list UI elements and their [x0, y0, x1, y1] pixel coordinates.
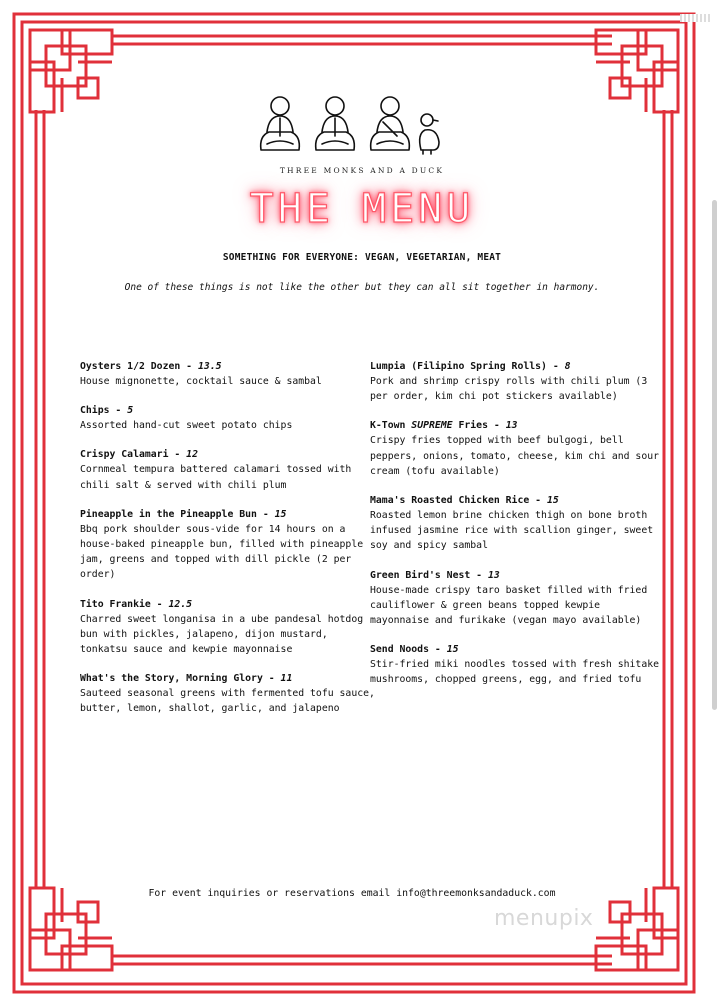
menu-item [370, 642, 660, 687]
scrollbar[interactable] [712, 200, 717, 710]
menu-item [370, 359, 660, 404]
item-price: 15 [446, 644, 459, 656]
item-description: Stir-fried miki noodles tossed with fresh shitake mushrooms, chopped greens, egg, and fried tofu [370, 659, 660, 686]
item-description: Cornmeal tempura battered calamari tossed with chili salt & served with chili plum [80, 464, 352, 491]
menu-title: THE MENU [249, 186, 475, 232]
menu-item [370, 493, 660, 554]
menu-subtitle: SOMETHING FOR EVERYONE: VEGAN, VEGETARIAN, MEAT [222, 252, 502, 263]
corner-lattice-bottom-right [596, 888, 678, 970]
item-name: Green Bird's Nest - 13 [370, 569, 500, 581]
corner-lattice-top-right [596, 30, 678, 112]
item-description: Roasted lemon brine chicken thigh on bone broth infused jasmine rice with scallion ginger, sweet soy and spicy sambal [370, 510, 654, 552]
item-name: Send Noods - 15 [370, 644, 459, 656]
item-description: House mignonette, cocktail sauce & sambal [80, 376, 322, 387]
top-grip [680, 14, 710, 22]
item-description: Assorted hand-cut sweet potato chips [80, 420, 293, 432]
item-price: 15 [274, 508, 287, 520]
item-price: 13 [487, 569, 500, 581]
monks-and-duck-logo-icon [255, 92, 455, 162]
contact-footer: For event inquiries or reservations email info@threemonksandaduck.com [148, 888, 556, 899]
menu-item [370, 418, 660, 479]
item-price: 13.5 [197, 361, 222, 372]
item-name: Crispy Calamari - 12 [80, 449, 198, 461]
menu-column-right [370, 359, 660, 702]
item-name: Tito Frankie - 12.5 [80, 598, 193, 610]
item-description: Bbq pork shoulder sous-vide for 14 hours on a house-baked pineapple bun, filled with pineapple jam, greens and topped with dill pickle (2 per order) [80, 523, 364, 581]
item-name: Pineapple in the Pineapple Bun - 15 [80, 508, 287, 520]
item-price: 8 [564, 361, 571, 372]
menu-item [80, 507, 380, 583]
item-name: Mama's Roasted Chicken Rice - 15 [370, 495, 559, 507]
item-name: Lumpia (Filipino Spring Rolls) - 8 [370, 361, 571, 372]
item-description: Sauteed seasonal greens with fermented tofu sauce, butter, lemon, shallot, garlic, and jalapeno [80, 688, 375, 715]
item-price: 12 [186, 449, 198, 461]
item-price: 5 [127, 405, 134, 417]
menu-tagline: One of these things is not like the other but they can all sit together in harmony. [124, 282, 600, 293]
item-price: 12.5 [168, 598, 193, 610]
item-description: Pork and shrimp crispy rolls with chili plum (3 per order, kim chi pot stickers available) [370, 376, 648, 403]
item-name: What's the Story, Morning Glory - 11 [80, 673, 293, 685]
watermark: menupix [494, 906, 594, 931]
menu-item [370, 568, 660, 629]
item-name: Oysters 1/2 Dozen - 13.5 [80, 361, 222, 372]
corner-lattice-bottom-left [30, 888, 112, 970]
corner-lattice-top-left [30, 30, 112, 112]
brand-name: THREE MONKS AND A DUCK [279, 166, 445, 175]
menu-item [80, 359, 380, 389]
menu-item [80, 671, 380, 716]
item-name-emphasis: SUPREME [411, 420, 453, 432]
item-name: Chips - 5 [80, 405, 134, 417]
item-description: Charred sweet longanisa in a ube pandesal hotdog bun with pickles, jalapeno, dijon mustard, tonkatsu sauce and kewpie mayonnaise [80, 613, 364, 656]
item-name: K-Town SUPREME Fries - 13 [370, 420, 518, 432]
menu-column-left [80, 359, 380, 731]
item-price: 13 [505, 420, 518, 432]
item-description: House-made crispy taro basket filled with fried cauliflower & green beans topped kewpie mayonnaise and furikake (vegan mayo available) [370, 584, 648, 627]
menu-item [80, 447, 380, 492]
menu-item [80, 403, 380, 433]
item-description: Crispy fries topped with beef bulgogi, bell peppers, onions, tomato, cheese, kim chi and sour cream (tofu available) [370, 435, 660, 477]
item-price: 15 [546, 495, 559, 507]
item-price: 11 [280, 673, 293, 685]
menu-item [80, 597, 380, 658]
